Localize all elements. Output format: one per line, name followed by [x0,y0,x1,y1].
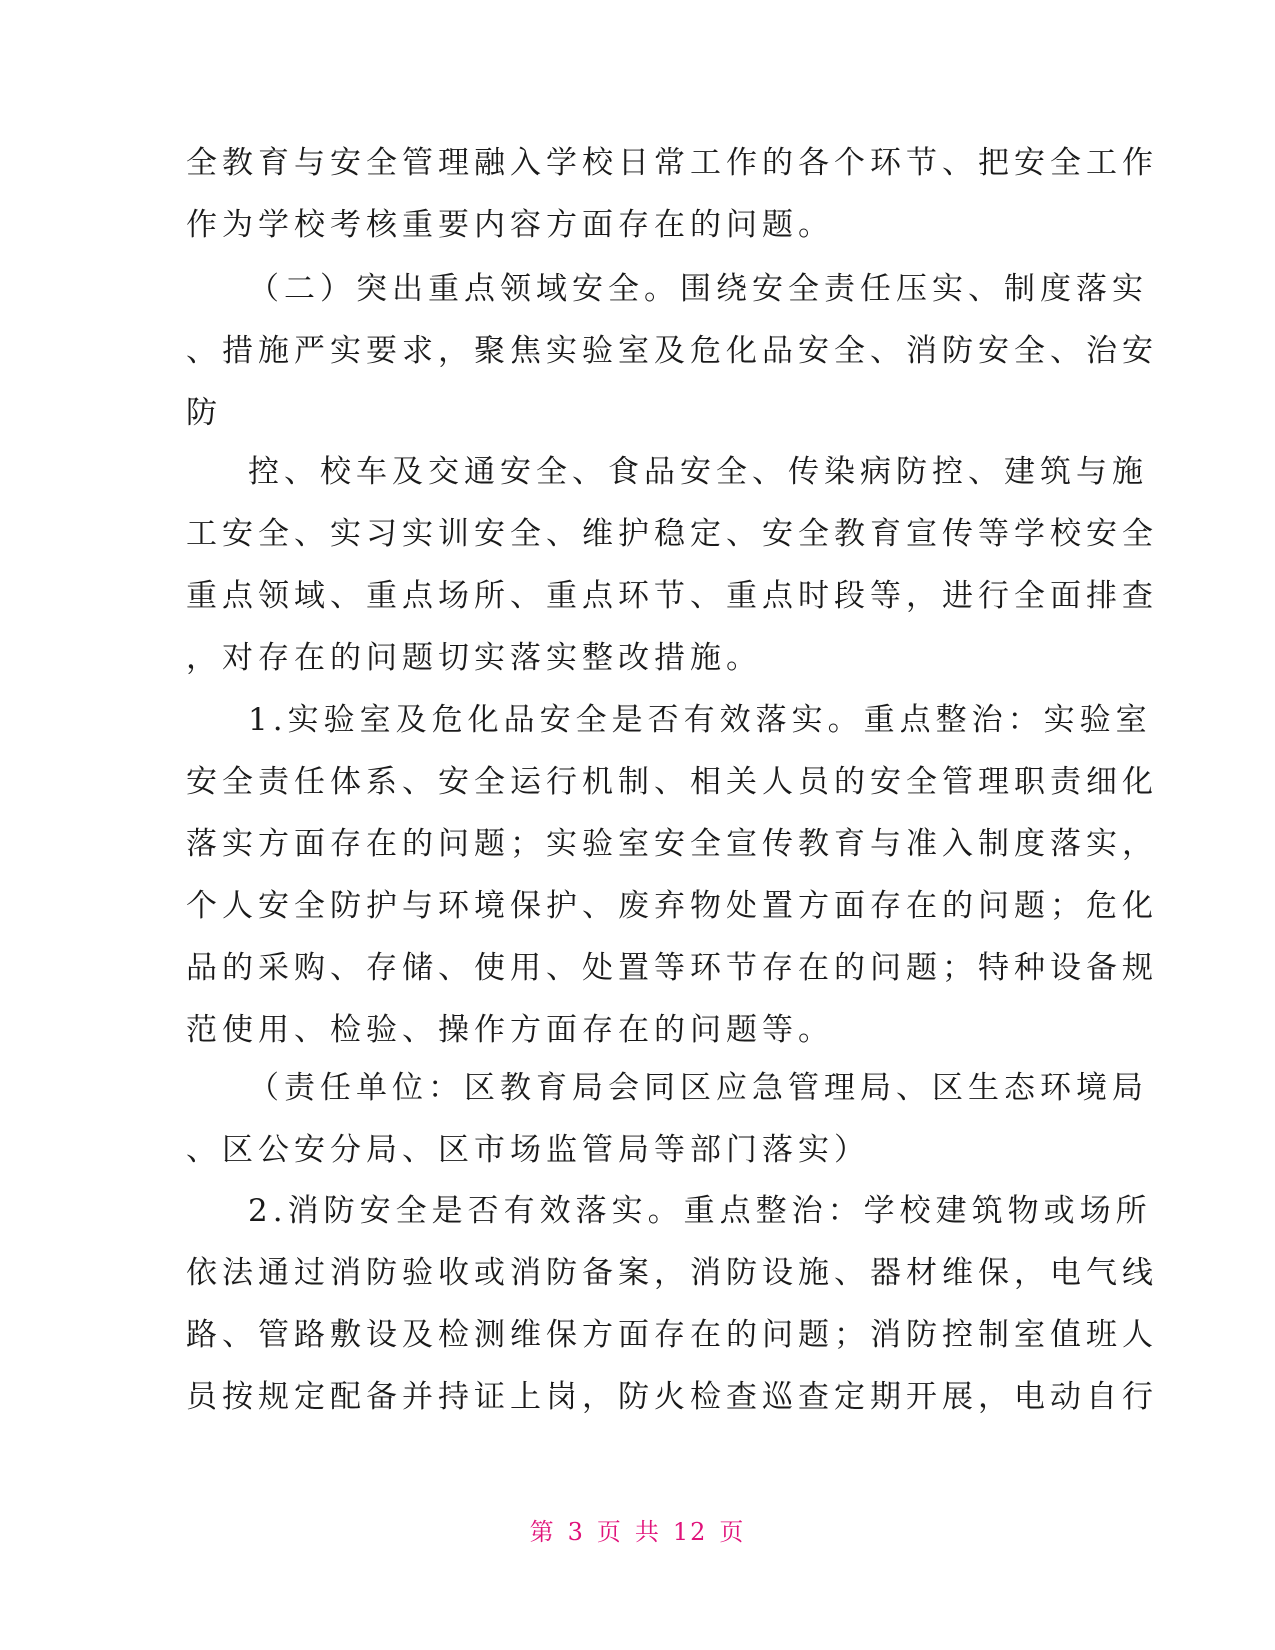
footer-di: 第 [529,1518,556,1546]
text-line: （责任单位：区教育局会同区应急管理局、区生态环境局 [248,1070,1148,1106]
text-line: 路、管路敷设及检测维保方面存在的问题；消防控制室值班人 [186,1317,1158,1353]
text-line: 个人安全防护与环境保护、废弃物处置方面存在的问题；危化 [186,888,1158,924]
text-line: 品的采购、存储、使用、处置等环节存在的问题；特种设备规 [186,950,1158,986]
text-line: 安全责任体系、安全运行机制、相关人员的安全管理职责细化 [186,764,1158,800]
paragraph-lab-safety [186,689,1158,1061]
text-line: 2.消防安全是否有效落实。重点整治：学校建筑物或场所 [248,1193,1152,1229]
text-line: （二）突出重点领域安全。围绕安全责任压实、制度落实 [248,271,1148,307]
paragraph-continuation [186,132,1158,256]
text-line: 依法通过消防验收或消防备案，消防设施、器材维保，电气线 [186,1255,1158,1291]
page-footer [0,1512,1275,1547]
paragraph-key-areas-continued [186,441,1158,689]
paragraph-responsible-units [186,1057,1148,1181]
footer-ye: 页 [596,1518,623,1546]
text-line: 、措施严实要求，聚焦实验室及危化品安全、消防安全、治安 [186,333,1158,369]
paragraph-key-areas [186,258,1158,444]
text-line: 范使用、检验、操作方面存在的问题等。 [186,1012,834,1048]
text-line: 重点领域、重点场所、重点环节、重点时段等，进行全面排查 [186,578,1158,614]
text-line: 员按规定配备并持证上岗，防火检查巡查定期开展，电动自行 [186,1379,1158,1415]
text-line: ，对存在的问题切实落实整改措施。 [186,640,762,676]
text-line: 落实方面存在的问题；实验室安全宣传教育与准入制度落实， [186,826,1158,862]
text-line: 、区公安分局、区市场监管局等部门落实） [186,1132,870,1168]
text-line: 工安全、实习实训安全、维护稳定、安全教育宣传等学校安全 [186,516,1158,552]
footer-total-pages: 12 [672,1518,708,1546]
text-line: 作为学校考核重要内容方面存在的问题。 [186,207,834,243]
text-line: 控、校车及交通安全、食品安全、传染病防控、建筑与施 [248,454,1148,490]
footer-gong: 共 [634,1518,661,1546]
text-line: 防 [186,395,222,431]
footer-page-number: 3 [567,1518,585,1546]
footer-ye-2: 页 [719,1518,746,1546]
text-line: 全教育与安全管理融入学校日常工作的各个环节、把安全工作 [186,145,1158,181]
paragraph-fire-safety [186,1180,1158,1428]
text-line: 1.实验室及危化品安全是否有效落实。重点整治：实验室 [248,702,1152,738]
